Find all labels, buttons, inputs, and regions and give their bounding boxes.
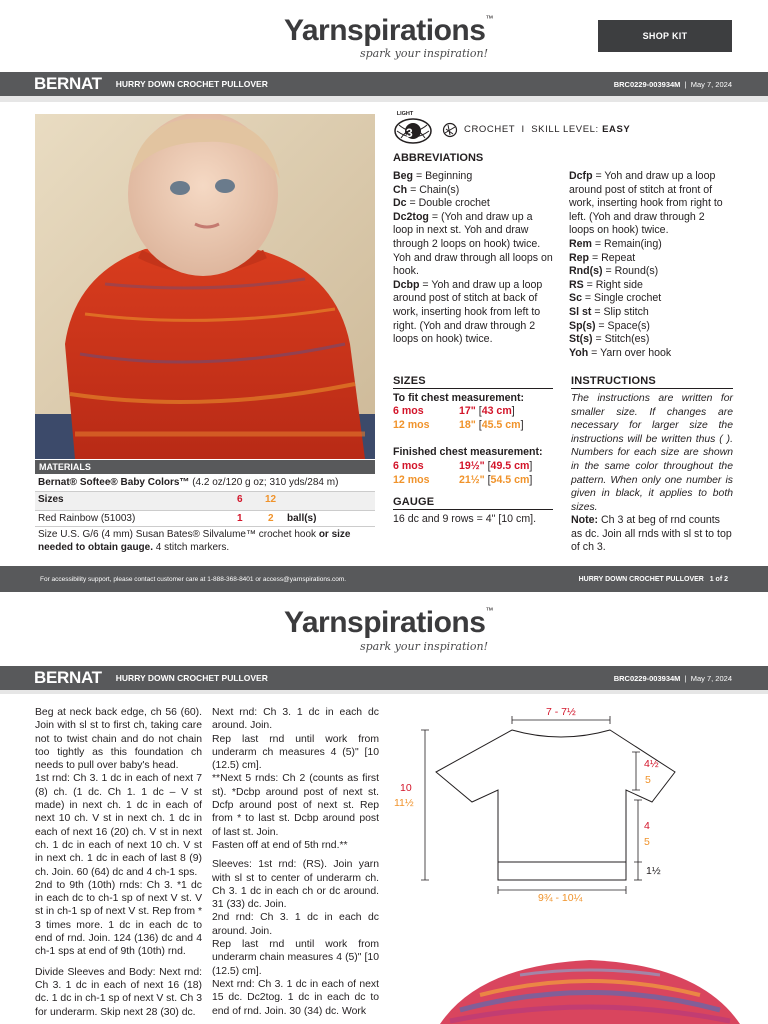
logo-text: Yarnspirations bbox=[284, 14, 486, 47]
page-header-bar: BERNAT HURRY DOWN CROCHET PULLOVER BRC0229-003934M | May 7, 2024 bbox=[0, 72, 768, 96]
baby-sweater-photo bbox=[35, 114, 375, 459]
dim-width: 9¾ - 10¼ bbox=[538, 892, 583, 904]
finished-row-6: 6 mos 19½" [49.5 cm] bbox=[393, 460, 533, 472]
weight-number: 3 bbox=[406, 126, 413, 140]
note-text: Ch 3 at beg of rnd counts as dc. Join all rnds with sl st to top of ch 3. bbox=[571, 514, 732, 554]
finished-sizes bbox=[393, 460, 553, 487]
abbr-yoh: Yoh = Yarn over hook bbox=[569, 346, 672, 359]
pattern-column-2 bbox=[212, 706, 379, 1018]
weight-label: LIGHT bbox=[396, 111, 414, 117]
footer-page: 1 of 2 bbox=[709, 575, 728, 583]
next-rnd-text: Next rnd: Ch 3. 1 dc in each dc around. Join. bbox=[212, 707, 379, 732]
note-label: Note: bbox=[571, 514, 599, 526]
logo-text-p2: Yarnspirations bbox=[284, 606, 486, 639]
dim-sleeve-12: 5 bbox=[645, 774, 651, 786]
yarn-weight-icon bbox=[393, 117, 433, 145]
sweater-flat-photo bbox=[440, 955, 740, 1024]
pattern-title: HURRY DOWN CROCHET PULLOVER bbox=[115, 79, 268, 89]
abbr-rem: Rem = Remain(ing) bbox=[569, 237, 662, 250]
pattern-ref: BRC0229-003934M bbox=[613, 79, 681, 89]
pattern-date: May 7, 2024 bbox=[690, 79, 732, 89]
materials-yarn bbox=[35, 477, 378, 488]
qty-12: 2 bbox=[268, 513, 274, 524]
sleeves-rnd-2-text: 2nd rnd: Ch 3. 1 dc in each dc around. Join. bbox=[212, 912, 379, 937]
skill-value: EASY bbox=[602, 124, 631, 135]
pattern-title-p2: HURRY DOWN CROCHET PULLOVER bbox=[115, 673, 268, 683]
dim-body-6: 4 bbox=[644, 820, 650, 832]
finished-row-12: 12 mos 21½" [54.5 cm] bbox=[393, 473, 533, 486]
chest-row-6: 6 mos 17" [43 cm] bbox=[393, 405, 515, 417]
footer-title: HURRY DOWN CROCHET PULLOVER bbox=[578, 575, 704, 583]
color-name: Red Rainbow (51003) bbox=[38, 513, 136, 524]
abbr-st: St(s) = Stitch(es) bbox=[569, 333, 650, 346]
skill-label: SKILL LEVEL: bbox=[531, 124, 599, 135]
header-divider-p2 bbox=[0, 690, 768, 694]
logo-tm: ™ bbox=[485, 14, 494, 23]
header-divider bbox=[0, 96, 768, 102]
sizes-row bbox=[35, 491, 375, 510]
pattern-column-1 bbox=[35, 706, 202, 1019]
dim-sleeve-6: 4½ bbox=[644, 758, 659, 770]
sleeves-next-rnd-text: Next rnd: Ch 3. 1 dc in each of next 15 dc. Dc2tog. 1 dc in each dc to end of rnd. Join. 30 (34) dc. Work bbox=[212, 978, 379, 1017]
materials-yarn-name: Bernat® Softee® Baby Colors™ bbox=[38, 477, 190, 488]
sizes-heading: SIZES bbox=[393, 375, 553, 389]
shop-kit-button[interactable]: SHOP KIT bbox=[598, 20, 732, 52]
size-12: 12 bbox=[265, 494, 277, 505]
page-footer-bar bbox=[0, 566, 768, 592]
sizes-label: Sizes bbox=[38, 494, 64, 505]
accessibility-note: For accessibility support, please contact customer care at 1-888-368-8401 or access@yarnspirations.com. bbox=[40, 575, 347, 583]
yarnspirations-logo[interactable] bbox=[284, 14, 494, 48]
qty-unit: ball(s) bbox=[287, 513, 317, 524]
sleeves-text: Sleeves: 1st rnd: (RS). Join yarn with sl st to center of underarm ch. Ch 3. 1 dc in each ch or dc around. 31 (33) dc. Join. bbox=[212, 859, 379, 911]
pattern-date-p2: May 7, 2024 bbox=[690, 673, 732, 683]
chest-label: To fit chest measurement: bbox=[393, 392, 525, 404]
gauge-heading: GAUGE bbox=[393, 496, 553, 510]
abbr-dcbp: Dcbp = Yoh and draw up a loop around post of stitch at back of work, inserting hook from left to right. (Yoh and draw through 2 loops on hook) twice. bbox=[393, 278, 543, 346]
fasten-off-text: Fasten off at end of 5th rnd.** bbox=[212, 839, 348, 851]
dim-rib: 1½ bbox=[646, 865, 661, 877]
yarn-weight-badge bbox=[393, 111, 433, 150]
crochet-hook-icon bbox=[442, 122, 458, 143]
dim-length-6: 10 bbox=[400, 782, 412, 794]
hook-markers: 4 stitch markers. bbox=[153, 542, 230, 553]
logo-tm-p2: ™ bbox=[485, 606, 494, 615]
dim-neck: 7 - 7½ bbox=[546, 706, 576, 718]
pattern-ref-p2: BRC0229-003934M bbox=[613, 673, 681, 683]
page-header-bar-p2: BERNAT HURRY DOWN CROCHET PULLOVER BRC0229-003934M | May 7, 2024 bbox=[0, 666, 768, 690]
abbreviations-left bbox=[393, 170, 553, 347]
abbr-dc2tog: Dc2tog = (Yoh and draw up a loop in next st. Yoh and draw through 2 loops on hook) twice. Yoh and draw through all loops on hook. bbox=[393, 210, 553, 278]
instructions-text: The instructions are written for smaller size. If changes are necessary for larger size the instructions will be written thus ( ). Numbers for each size are shown in the same color throughout the pattern. When only one number is given in black, it applies to both sizes. bbox=[571, 393, 733, 513]
rep-text: Rep last rnd until work from underarm ch measures 4 (5)" [10 (12.5) cm]. bbox=[212, 733, 379, 772]
schematic-diagram bbox=[390, 700, 740, 910]
abbreviations-right bbox=[569, 170, 729, 360]
bernat-brand: BERNAT bbox=[34, 74, 102, 93]
logo-tagline: spark your inspiration! bbox=[360, 47, 489, 60]
color-row bbox=[35, 510, 375, 527]
materials-yarn-detail: (4.2 oz/120 g oz; 310 yds/284 m) bbox=[189, 477, 339, 488]
craft-label: CROCHET bbox=[464, 124, 515, 135]
chest-row-12: 12 mos 18" [45.5 cm] bbox=[393, 418, 524, 431]
abbr-slst: Sl st = Slip stitch bbox=[569, 305, 649, 318]
abbr-rs: RS = Right side bbox=[569, 278, 643, 291]
rnd-2-9-text: 2nd to 9th (10th) rnds: Ch 3. *1 dc in each dc to ch-1 sp of next V st. V st in ch-1 sp of next V st. Rep from * 3 times more. 1 dc in each dc to end of rnd. Join. 124 (136) dc and 4 ch-1 sps at end of 9th (10th) rnd. bbox=[35, 879, 202, 958]
materials-heading: MATERIALS bbox=[35, 460, 375, 474]
bernat-brand-p2: BERNAT bbox=[34, 668, 102, 687]
dim-length-12: 11½ bbox=[394, 797, 414, 809]
divide-text: Divide Sleeves and Body: Next rnd: Ch 3. 1 dc in each of next 16 (18) dc. 1 dc in ch-1 sp of next V st. Ch 3 for underarm. Skip next 28 (30) dc. bbox=[35, 966, 202, 1018]
abbr-sc: Sc = Single crochet bbox=[569, 292, 662, 305]
abbr-sp: Sp(s) = Space(s) bbox=[569, 319, 650, 332]
dim-body-12: 5 bbox=[644, 836, 650, 848]
hook-text: Size U.S. G/6 (4 mm) Susan Bates® Silvalume™ crochet hook bbox=[38, 529, 319, 540]
skill-separator: I bbox=[521, 124, 525, 135]
sweater-schematic bbox=[390, 700, 740, 910]
chest-sizes bbox=[393, 405, 553, 432]
abbreviations-heading: ABBREVIATIONS bbox=[393, 152, 484, 164]
rnd-1-text: 1st rnd: Ch 3. 1 dc in each of next 7 (8) ch. (1 dc. Ch 1. 1 dc – V st made) in next ch. 1 dc in each of next 10 ch. V st in next ch. 1 dc in each of next 16 (20) ch. V st in next ch. 1 dc in each of next 10 ch. V st in next ch. 1 dc in each of last 8 (9) ch. Join. 60 (64) dc and 4 ch-1 sps. bbox=[35, 773, 202, 878]
skill-line bbox=[464, 124, 630, 135]
abbr-ch: Ch = Chain(s) bbox=[393, 183, 460, 196]
hook-gauge-note: or size needed to obtain gauge. bbox=[38, 529, 351, 553]
abbr-rep: Rep = Repeat bbox=[569, 251, 636, 264]
finished-label: Finished chest measurement: bbox=[393, 446, 543, 458]
next-5-rnds-text: **Next 5 rnds: Ch 2 (counts as first st). *Dcbp around post of next st. Dcfp around post of next st. Rep from * to last st. Dcbp around post of last st. Join. bbox=[212, 773, 379, 838]
yarnspirations-logo-p2[interactable] bbox=[284, 606, 494, 640]
logo-tagline-p2: spark your inspiration! bbox=[360, 640, 489, 653]
size-6: 6 bbox=[237, 494, 243, 505]
abbr-dc: Dc = Double crochet bbox=[393, 197, 490, 210]
cast-on-text: Beg at neck back edge, ch 56 (60). Join with sl st to first ch, taking care not to twist chain and do not chain too tightly as this foundation ch needs to pull over baby's head. bbox=[35, 707, 202, 772]
note bbox=[571, 514, 733, 555]
hook-notes bbox=[35, 526, 375, 555]
qty-6: 1 bbox=[237, 513, 243, 524]
sleeves-rep-text: Rep last rnd until work from underarm chain measures 4 (5)" [10 (12.5) cm]. bbox=[212, 939, 379, 977]
abbr-beg: Beg = Beginning bbox=[393, 170, 473, 182]
abbr-dcfp: Dcfp = Yoh and draw up a loop around post of stitch at front of work, inserting hook from right to left. (Yoh and draw through 2 loops on hook) twice. bbox=[569, 170, 723, 237]
instructions-heading: INSTRUCTIONS bbox=[571, 375, 733, 389]
abbr-rnd: Rnd(s) = Round(s) bbox=[569, 265, 659, 278]
gauge-text: 16 dc and 9 rows = 4" [10 cm]. bbox=[393, 513, 537, 525]
